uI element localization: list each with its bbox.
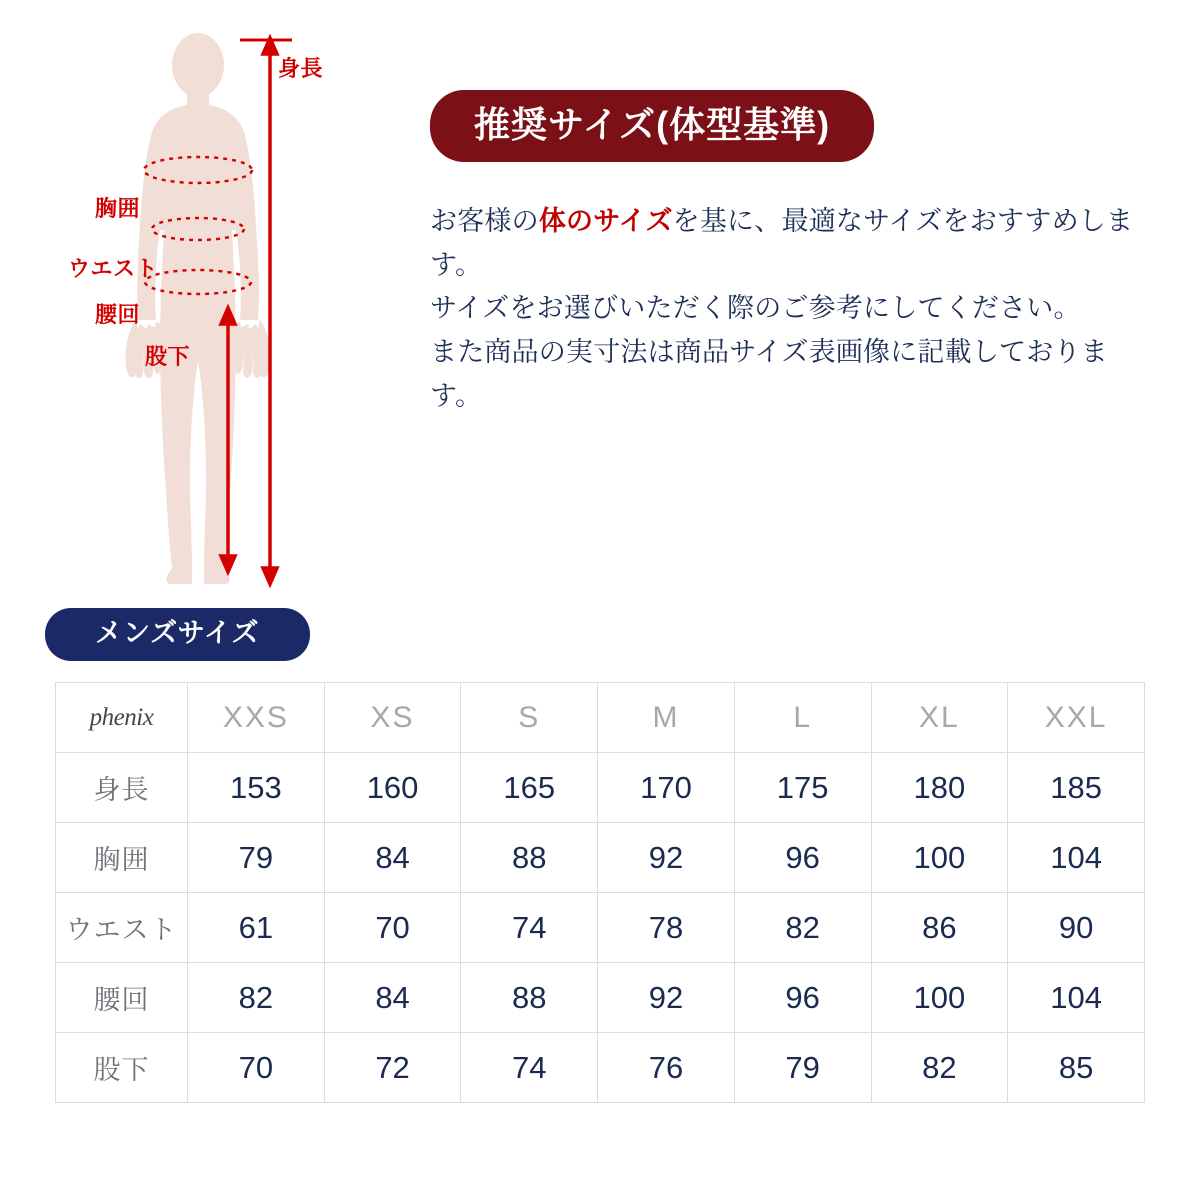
column-header-xxl: XXL — [1008, 683, 1145, 753]
desc-part-4: また商品の実寸法は商品サイズ表画像に記載しております。 — [430, 337, 1108, 411]
table-row — [56, 823, 1145, 893]
table-row — [56, 1033, 1145, 1103]
cell-inseam-xl: 82 — [871, 1033, 1008, 1103]
cell-waist-m: 78 — [598, 893, 735, 963]
column-header-m: M — [598, 683, 735, 753]
cell-hip-l: 96 — [734, 963, 871, 1033]
cell-hip-xxs: 82 — [188, 963, 325, 1033]
label-inseam: 股下 — [145, 344, 191, 369]
body-diagram — [68, 20, 410, 590]
cell-chest-l: 96 — [734, 823, 871, 893]
cell-waist-xl: 86 — [871, 893, 1008, 963]
table-row — [56, 753, 1145, 823]
description-text — [430, 200, 1160, 419]
intro-block — [430, 90, 1170, 419]
cell-hip-s: 88 — [461, 963, 598, 1033]
cell-height-s: 165 — [461, 753, 598, 823]
size-table — [55, 682, 1145, 1103]
cell-height-m: 170 — [598, 753, 735, 823]
cell-height-l: 175 — [734, 753, 871, 823]
label-hip: 腰回 — [95, 302, 141, 327]
desc-part-1: お客様の — [430, 206, 539, 236]
desc-highlight: 体のサイズ — [538, 206, 673, 236]
table-row — [56, 963, 1145, 1033]
cell-chest-m: 92 — [598, 823, 735, 893]
label-chest: 胸囲 — [95, 196, 141, 221]
cell-chest-xs: 84 — [324, 823, 461, 893]
cell-inseam-m: 76 — [598, 1033, 735, 1103]
column-header-l: L — [734, 683, 871, 753]
cell-height-xxl: 185 — [1008, 753, 1145, 823]
cell-hip-xs: 84 — [324, 963, 461, 1033]
mens-size-heading: メンズサイズ — [45, 608, 310, 661]
row-header-hip: 腰回 — [56, 963, 188, 1033]
cell-waist-xxs: 61 — [188, 893, 325, 963]
column-header-xl: XL — [871, 683, 1008, 753]
cell-inseam-xxl: 85 — [1008, 1033, 1145, 1103]
column-header-s: S — [461, 683, 598, 753]
column-header-xxs: XXS — [188, 683, 325, 753]
brand-logo-cell: phenix — [56, 683, 188, 753]
cell-height-xl: 180 — [871, 753, 1008, 823]
desc-part-3: サイズをお選びいただく際のご参考にしてください。 — [430, 293, 1081, 324]
row-header-height: 身長 — [56, 753, 188, 823]
recommended-size-title: 推奨サイズ(体型基準) — [430, 90, 874, 162]
cell-inseam-xxs: 70 — [188, 1033, 325, 1103]
column-header-xs: XS — [324, 683, 461, 753]
cell-chest-xxl: 104 — [1008, 823, 1145, 893]
cell-hip-xxl: 104 — [1008, 963, 1145, 1033]
cell-waist-xs: 70 — [324, 893, 461, 963]
cell-height-xxs: 153 — [188, 753, 325, 823]
cell-hip-m: 92 — [598, 963, 735, 1033]
cell-chest-s: 88 — [461, 823, 598, 893]
body-silhouette — [125, 33, 270, 584]
cell-inseam-xs: 72 — [324, 1033, 461, 1103]
row-header-chest: 胸囲 — [56, 823, 188, 893]
cell-inseam-l: 79 — [734, 1033, 871, 1103]
cell-chest-xxs: 79 — [188, 823, 325, 893]
label-height: 身長 — [278, 56, 324, 81]
row-header-waist: ウエスト — [56, 893, 188, 963]
cell-inseam-s: 74 — [461, 1033, 598, 1103]
desc-part-2: を基に、最適なサイズをおすすめします。 — [430, 206, 1134, 280]
table-header-row — [56, 683, 1145, 753]
cell-hip-xl: 100 — [871, 963, 1008, 1033]
cell-height-xs: 160 — [324, 753, 461, 823]
label-waist: ウエスト — [68, 256, 159, 281]
size-table-wrap — [55, 682, 1145, 1103]
cell-waist-xxl: 90 — [1008, 893, 1145, 963]
cell-waist-s: 74 — [461, 893, 598, 963]
table-row — [56, 893, 1145, 963]
cell-chest-xl: 100 — [871, 823, 1008, 893]
cell-waist-l: 82 — [734, 893, 871, 963]
row-header-inseam: 股下 — [56, 1033, 188, 1103]
